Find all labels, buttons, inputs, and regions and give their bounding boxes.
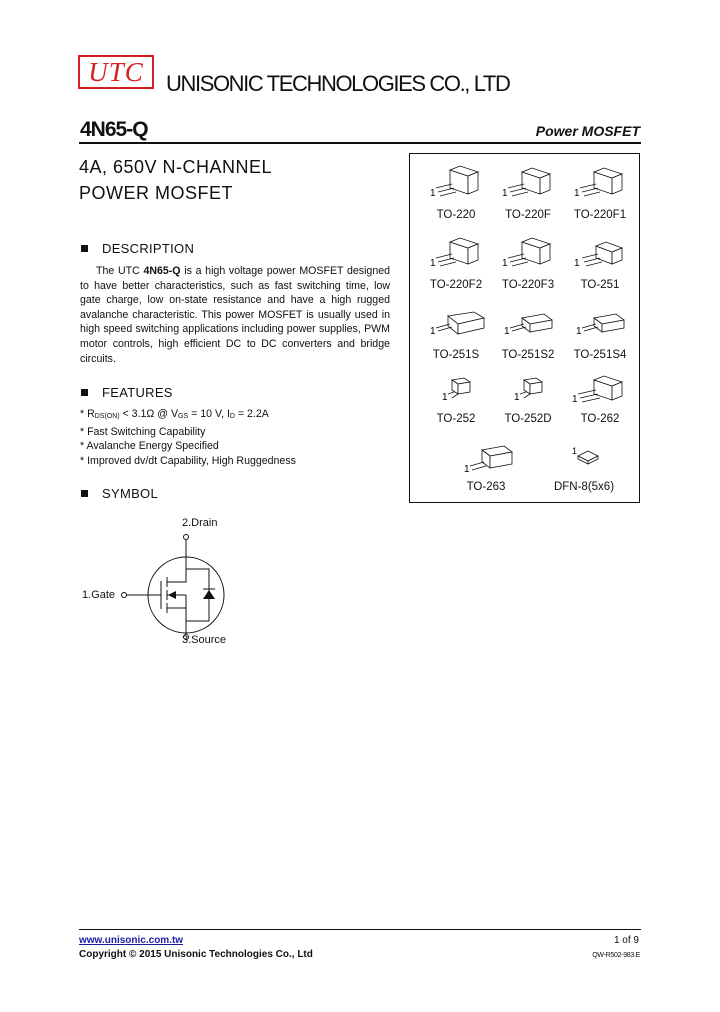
package-to-220f2: [418, 234, 494, 292]
svg-text:1: 1: [430, 258, 436, 269]
svg-text:1: 1: [502, 258, 508, 269]
page-number: 1 of 9: [613, 935, 639, 946]
package-dfn-8: [546, 440, 622, 494]
package-label: TO-252: [436, 413, 476, 425]
package-to-220f: [490, 164, 566, 222]
svg-text:1: 1: [430, 326, 436, 337]
header-rule: [79, 142, 641, 144]
feature-item: * Fast Switching Capability: [80, 425, 206, 438]
package-label: DFN-8(5x6): [553, 481, 615, 493]
svg-text:1: 1: [514, 392, 520, 403]
package-to-220: [418, 164, 494, 222]
package-to-252d: [490, 372, 566, 426]
document-number: QW-R502-983.E: [592, 952, 640, 959]
features-heading: FEATURES: [81, 385, 173, 401]
svg-text:1: 1: [464, 464, 470, 475]
svg-text:1: 1: [572, 394, 578, 405]
description-text: The UTC 4N65-Q is a high voltage power MOSFET designed to have better characteristics, such as fast switching time, low gate charge, low on-state resistance and have a high rugged avalanche characteristic. This power MOSFET is usually used in high speed switching applications including power supplies, PWM motor controls, high efficient DC to DC converters and bridge circuits.: [80, 265, 390, 365]
package-to-220f1: [562, 164, 638, 222]
dfn-8-package-icon: [552, 440, 616, 480]
to-252d-package-icon: [496, 372, 560, 412]
to-220f3-package-icon: [496, 234, 560, 278]
package-label: TO-263: [466, 481, 506, 493]
mosfet-schematic-icon: [75, 515, 245, 650]
feature-item: * RDS(ON) < 3.1Ω @ VGS = 10 V, ID = 2.2A: [80, 408, 269, 420]
bullet-square-icon: [81, 245, 88, 252]
gate-label: 1.Gate: [82, 589, 116, 601]
part-number: 4N65-Q: [80, 118, 148, 141]
package-label: TO-252D: [504, 413, 552, 425]
drain-label: 2.Drain: [182, 517, 218, 529]
package-to-220f3: [490, 234, 566, 292]
to-251s4-package-icon: [568, 304, 632, 348]
symbol-heading: SYMBOL: [81, 486, 158, 502]
package-options-box: [409, 153, 640, 503]
package-to-251s2: [490, 304, 566, 362]
package-label: TO-220F3: [501, 279, 555, 291]
utc-logo: UTC: [78, 55, 154, 89]
source-label: 3.Source: [182, 634, 227, 646]
package-label: TO-251S2: [501, 349, 555, 361]
feature-item: * Avalanche Energy Specified: [80, 440, 219, 453]
package-label: TO-251: [580, 279, 620, 291]
svg-text:1: 1: [442, 392, 448, 403]
bullet-square-icon: [81, 389, 88, 396]
to-262-package-icon: [568, 372, 632, 412]
to-220f2-package-icon: [424, 234, 488, 278]
product-category: Power MOSFET: [535, 123, 640, 139]
features-list: [80, 407, 296, 468]
svg-text:1: 1: [574, 188, 580, 199]
package-label: TO-251S: [432, 349, 480, 361]
svg-text:1: 1: [576, 326, 582, 337]
package-to-263: [448, 440, 524, 494]
package-label: TO-251S4: [573, 349, 627, 361]
svg-text:1: 1: [504, 326, 510, 337]
package-to-262: [562, 372, 638, 426]
title-line-1: 4A, 650V N-CHANNEL: [79, 157, 273, 177]
svg-text:1: 1: [572, 446, 578, 456]
to-263-package-icon: [454, 440, 518, 480]
svg-text:1: 1: [574, 258, 580, 269]
to-252-package-icon: [424, 372, 488, 412]
package-to-251s: [418, 304, 494, 362]
website-link[interactable]: www.unisonic.com.tw: [79, 935, 184, 946]
package-label: TO-220: [436, 209, 476, 221]
to-220-package-icon: [424, 164, 488, 208]
to-220f-package-icon: [496, 164, 560, 208]
to-251-package-icon: [568, 234, 632, 278]
part-number-inline: 4N65-Q: [143, 265, 181, 277]
document-title: [79, 154, 272, 206]
package-label: TO-220F1: [573, 209, 627, 221]
company-name: UNISONIC TECHNOLOGIES CO., LTD: [166, 71, 510, 96]
description-heading: DESCRIPTION: [81, 241, 194, 257]
title-line-2: POWER MOSFET: [79, 183, 233, 203]
to-251s-package-icon: [424, 304, 488, 348]
package-to-252: [418, 372, 494, 426]
to-220f1-package-icon: [568, 164, 632, 208]
svg-text:1: 1: [430, 188, 436, 199]
bullet-square-icon: [81, 490, 88, 497]
package-to-251s4: [562, 304, 638, 362]
package-label: TO-220F2: [429, 279, 483, 291]
package-label: TO-220F: [505, 209, 551, 221]
to-251s2-package-icon: [496, 304, 560, 348]
svg-text:1: 1: [502, 188, 508, 199]
mosfet-symbol: [75, 515, 245, 650]
package-label: TO-262: [580, 413, 620, 425]
package-to-251: [562, 234, 638, 292]
feature-item: * Improved dv/dt Capability, High Ruggedness: [80, 454, 296, 467]
footer-rule: [79, 929, 641, 930]
copyright-notice: Copyright © 2015 Unisonic Technologies Co., Ltd: [79, 949, 313, 960]
